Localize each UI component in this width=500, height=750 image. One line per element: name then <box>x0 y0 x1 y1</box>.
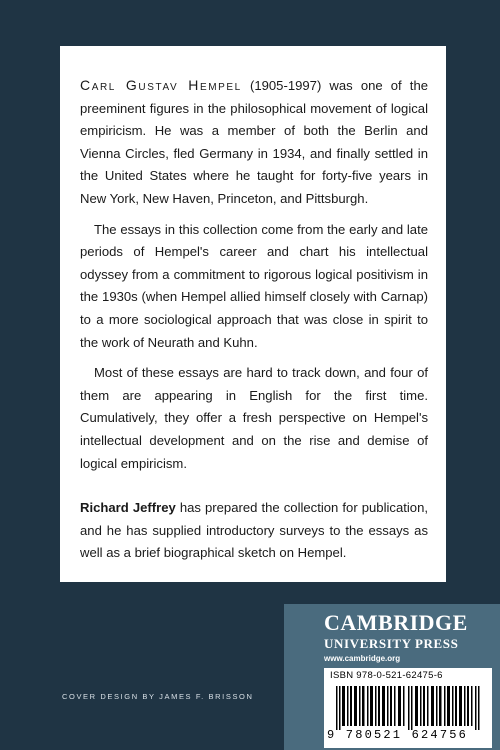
barcode-box <box>324 668 492 748</box>
publisher-name: CAMBRIDGE <box>324 610 468 635</box>
cover-design-credit: COVER DESIGN BY JAMES F. BRISSON <box>62 692 254 701</box>
blurb-text <box>80 74 428 565</box>
editor-name: Richard Jeffrey <box>80 500 176 516</box>
blurb-paragraph-2: The essays in this collection come from the early and late periods of Hempel's career and chart his intellectual odyssey from a commitment to rigorous logical positivism in the 1930s (when Hempel allied himself closely with Carnap) to a more sociological approach that was close in spirit to the work of Neurath and Kuhn. <box>80 221 428 350</box>
blurb-paragraph-1-text: (1905-1997) was one of the preeminent figures in the philosophical movement of logical empiricism. He was a member of both the Berlin and Vienna Circles, fled Germany in 1934, and finally settled in the United States where he taught for forty-five years in New York, New Haven, Princeton, and Pittsburgh. <box>80 78 429 206</box>
blurb-paragraph-3: Most of these essays are hard to track down, and four of them are appearing in English for the first time. Cumulatively, they offer a fresh perspective on Hempel's intellectual development and on the rise and demise of logical empiricism. <box>80 365 428 471</box>
author-name: Carl Gustav Hempel <box>80 77 242 93</box>
blurb-paragraph-4 <box>80 497 428 565</box>
publisher-block <box>284 604 500 750</box>
blurb-paragraph-1 <box>80 74 428 211</box>
publisher-url: www.cambridge.org <box>324 654 401 663</box>
barcode-bars <box>336 686 486 730</box>
publisher-press: UNIVERSITY PRESS <box>324 636 459 651</box>
blurb-panel <box>60 46 446 582</box>
barcode-digits: 9 780521 624756 <box>327 728 469 742</box>
blurb-paragraph-4-text: has prepared the collection for publication, and he has supplied introductory surveys to the essays as well as a brief biographical sketch on Hempel. <box>80 500 428 561</box>
isbn-label: ISBN 978-0-521-62475-6 <box>330 670 443 681</box>
